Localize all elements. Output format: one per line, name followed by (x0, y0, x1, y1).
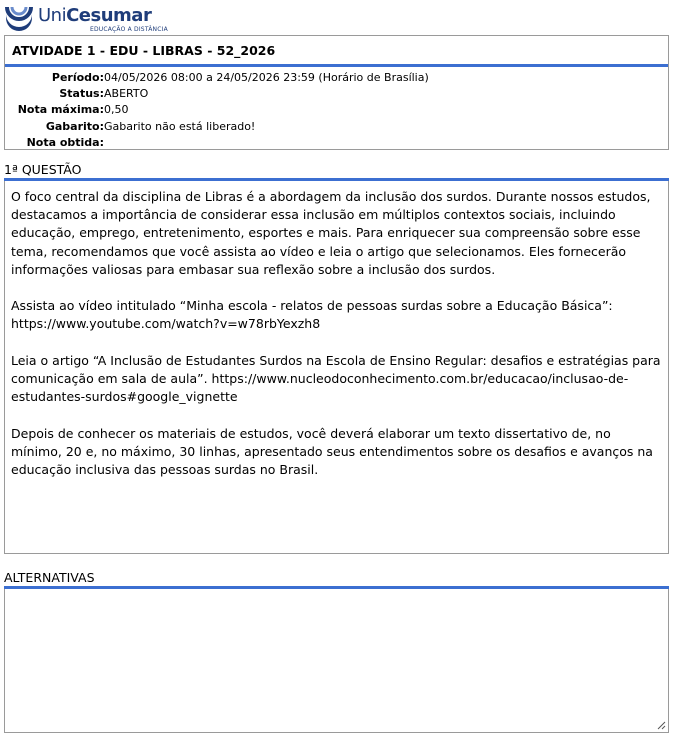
logo-brand-text: UniCesumar (38, 5, 152, 26)
meta-label: Nota máxima: (17, 103, 104, 117)
activity-meta (5, 67, 668, 151)
meta-row-gabarito (5, 119, 668, 135)
question-paragraph: Depois de conhecer os materiais de estudos, você deverá elaborar um texto dissertativo de, no mínimo, 20 e, no máximo, 30 linhas, apresentado seus entendimentos sobre os desafios e avanços na educação inclusiva das pessoas surdas no Brasil. (11, 425, 653, 477)
meta-label: Período: (51, 71, 104, 84)
unicesumar-logo (4, 4, 168, 34)
meta-row-nota-obtida (5, 135, 668, 151)
question-text (5, 181, 668, 479)
alternatives-heading: ALTERNATIVAS (4, 570, 95, 585)
answer-textarea[interactable] (4, 589, 669, 733)
activity-info-panel (4, 35, 669, 150)
meta-row-periodo (5, 70, 668, 86)
unicesumar-logo-icon (4, 4, 34, 32)
meta-label: Gabarito: (45, 119, 104, 133)
question-paragraph: Assista ao vídeo intitulado “Minha escola - relatos de pessoas surdas sobre a Educação Básica”: https://www.youtube.com/watch?v=w78rbYexzh8 (11, 298, 613, 332)
question-panel (4, 181, 669, 554)
meta-value: 04/05/2026 08:00 a 24/05/2026 23:59 (Horário de Brasília) (104, 71, 429, 84)
meta-row-nota-maxima (5, 102, 668, 118)
question-paragraph: O foco central da disciplina de Libras é a abordagem da inclusão dos surdos. Durante nossos estudos, destacamos a importância de considerar essa inclusão em múltiplos contextos sociais, incluindo educação, emprego, entretenimento, esportes e mais. Para enriquecer sua compreensão sobre esse tema, recomendamos que você assista ao vídeo e leia o artigo que selecionamos. Eles fornecerão informações valiosas para embasar sua reflexão sobre a inclusão dos surdos. (11, 189, 651, 277)
meta-row-status (5, 86, 668, 102)
meta-value: 0,50 (104, 103, 129, 117)
meta-label: Nota obtida: (26, 135, 104, 149)
question-paragraph: Leia o artigo “A Inclusão de Estudantes Surdos na Escola de Ensino Regular: desafios e estratégias para comunicação em sala de aula”. https://www.nucleodoconhecimento.com.br/educacao/inclusao-de-estudantes-surdos#google_vignette (11, 352, 661, 405)
meta-label: Status: (59, 87, 104, 101)
activity-title-bar (5, 36, 668, 67)
question-heading: 1ª QUESTÃO (4, 162, 82, 177)
activity-title: ATVIDADE 1 - EDU - LIBRAS - 52_2026 (12, 42, 276, 58)
meta-value: Gabarito não está liberado! (104, 119, 256, 133)
status-value: ABERTO (104, 87, 149, 101)
logo-tagline: EDUCAÇÃO A DISTÂNCIA (90, 26, 168, 33)
resize-grip-icon[interactable] (656, 720, 666, 730)
